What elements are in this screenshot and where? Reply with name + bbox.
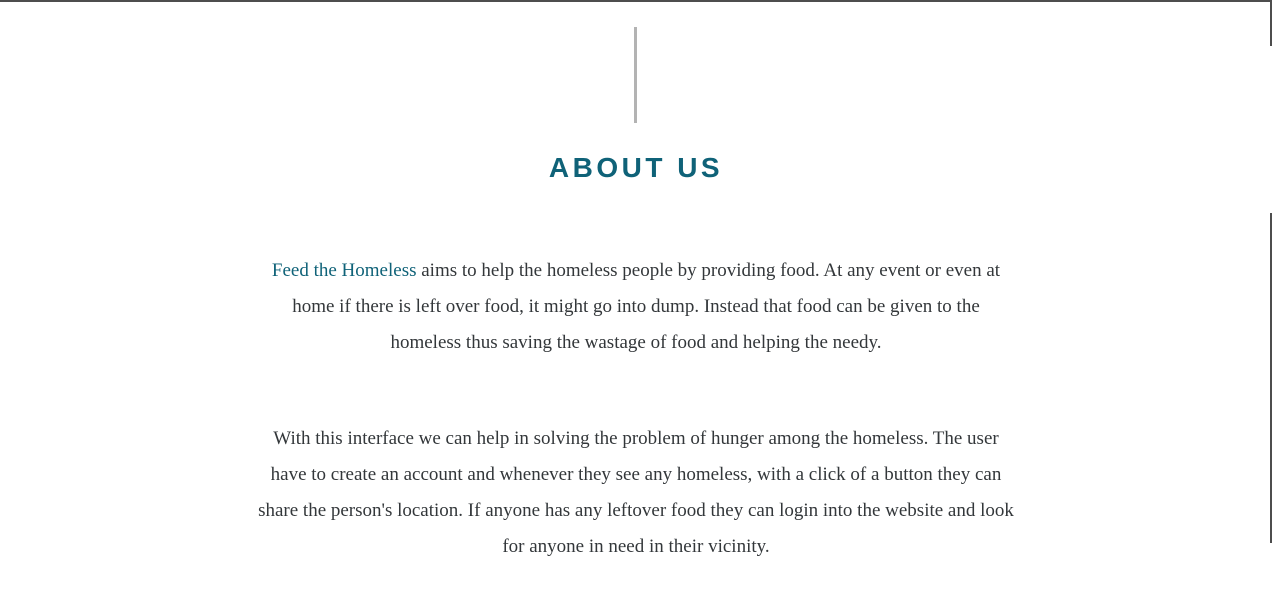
brand-link[interactable]: Feed the Homeless	[271, 260, 417, 281]
frame-top-border	[0, 0, 1270, 2]
vertical-divider	[634, 27, 637, 123]
about-title: ABOUT US	[548, 152, 724, 183]
about-paragraph-1-text: aims to help the homeless people by providing food. At any event or even at home if there is left over food, it might go into dump. Instead that food can be given to the homeless thus saving the wastage of food and helping the needy.	[292, 260, 1001, 353]
about-paragraph-1	[256, 253, 1016, 361]
about-paragraph-2: With this interface we can help in solving the problem of hunger among the homeless. The user have to create an account and whenever they see any homeless, with a click of a button they can share the person's location. If anyone has any leftover food they can login into the website and look for anyone in need in their vicinity.	[258, 428, 1014, 557]
